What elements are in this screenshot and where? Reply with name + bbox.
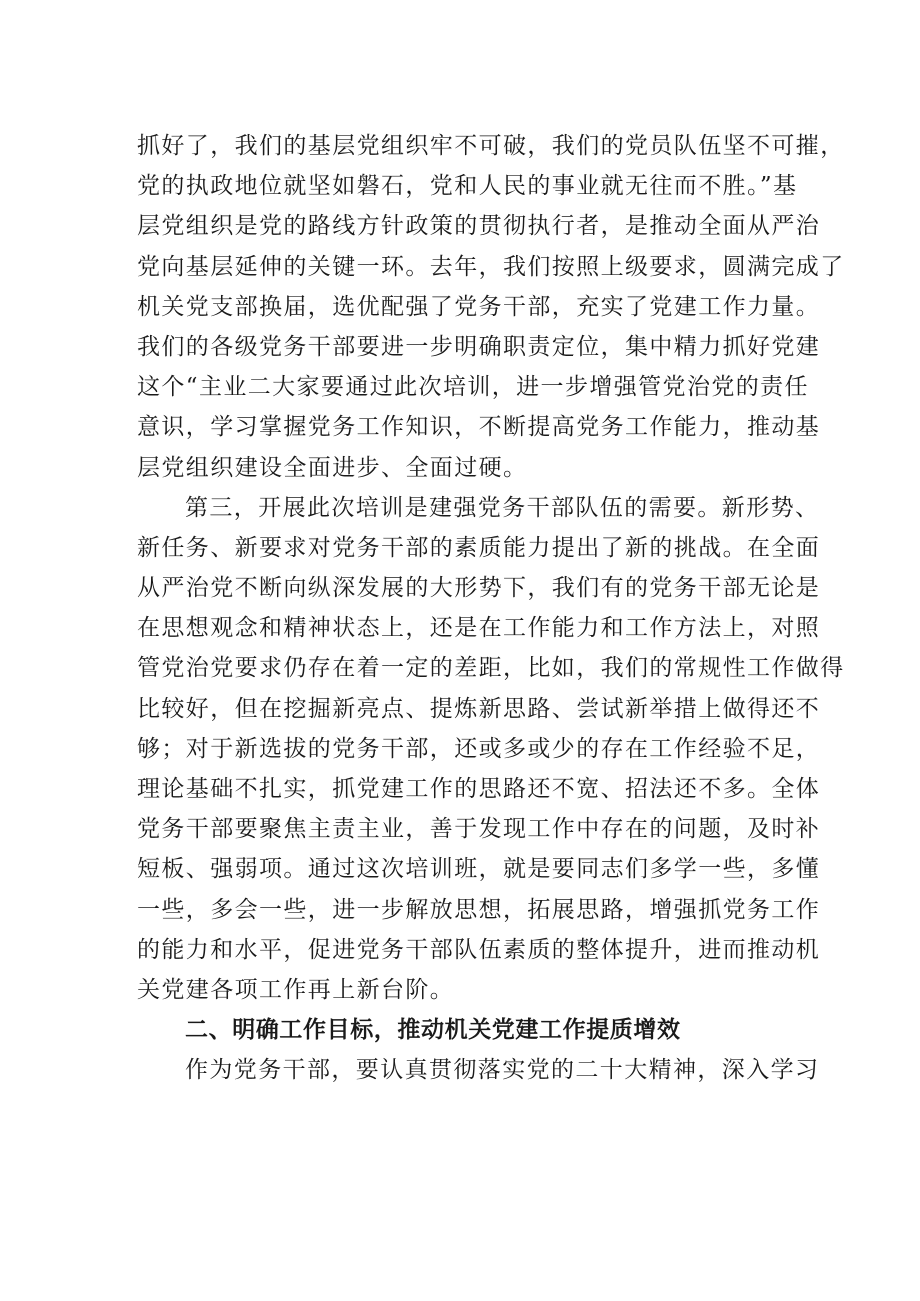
text-line: 党向基层延伸的关键一环。去年，我们按照上级要求，圆满完成了 xyxy=(137,253,845,280)
text-line: 一些，多会一些，进一步解放思想，拓展思路，增强抓党务工作 xyxy=(137,896,821,923)
paragraph-start-line: 作为党务干部，要认真贯彻落实党的二十大精神，深入学习 xyxy=(185,1057,820,1084)
text-line: 这个“主业二大家要通过此次培训，进一步增强管党治党的责任 xyxy=(137,374,809,401)
paragraph-start-line: 第三，开展此次培训是建强党务干部队伍的需要。新形势、 xyxy=(185,494,820,521)
text-line: 关党建各项工作再上新台阶。 xyxy=(137,976,455,1003)
text-line: 够；对于新选拔的党务干部，还或多或少的存在工作经验不足， xyxy=(137,735,821,762)
section-heading: 二、明确工作目标，推动机关党建工作提质增效 xyxy=(185,1017,681,1044)
text-line: 抓好了，我们的基层党组织牢不可破，我们的党员队伍坚不可摧， xyxy=(137,133,845,159)
text-line: 层党组织建设全面进步、全面过硬。 xyxy=(137,454,528,481)
text-line: 管党治党要求仍存在着一定的差距，比如，我们的常规性工作做得 xyxy=(137,655,845,682)
text-line: 短板、强弱项。通过这次培训班，就是要同志们多学一些，多懂 xyxy=(137,856,821,883)
text-line: 的能力和水平，促进党务干部队伍素质的整体提升，进而推动机 xyxy=(137,936,821,963)
text-line: 层党组织是党的路线方针政策的贯彻执行者，是推动全面从严治 xyxy=(137,213,821,240)
text-line: 新任务、新要求对党务干部的素质能力提出了新的挑战。在全面 xyxy=(137,534,821,561)
text-line: 我们的各级党务干部要进一步明确职责定位，集中精力抓好党建 xyxy=(137,333,821,360)
text-line: 在思想观念和精神状态上，还是在工作能力和工作方法上，对照 xyxy=(137,615,821,642)
text-line: 从严治党不断向纵深发展的大形势下，我们有的党务干部无论是 xyxy=(137,575,821,602)
body-text xyxy=(137,126,845,1091)
text-line: 党务干部要聚焦主责主业，善于发现工作中存在的问题，及时补 xyxy=(137,816,821,843)
text-line: 党的执政地位就坚如磐石，党和人民的事业就无往而不胜。”基 xyxy=(137,173,798,200)
text-line: 比较好，但在挖掘新亮点、提炼新思路、尝试新举措上做得还不 xyxy=(137,695,821,722)
text-line: 机关党支部换届，选优配强了党务干部，充实了党建工作力量。 xyxy=(137,293,821,320)
text-line: 意识，学习掌握党务工作知识，不断提高党务工作能力，推动基 xyxy=(137,414,821,441)
text-line: 理论基础不扎实，抓党建工作的思路还不宽、招法还不多。全体 xyxy=(137,776,821,802)
